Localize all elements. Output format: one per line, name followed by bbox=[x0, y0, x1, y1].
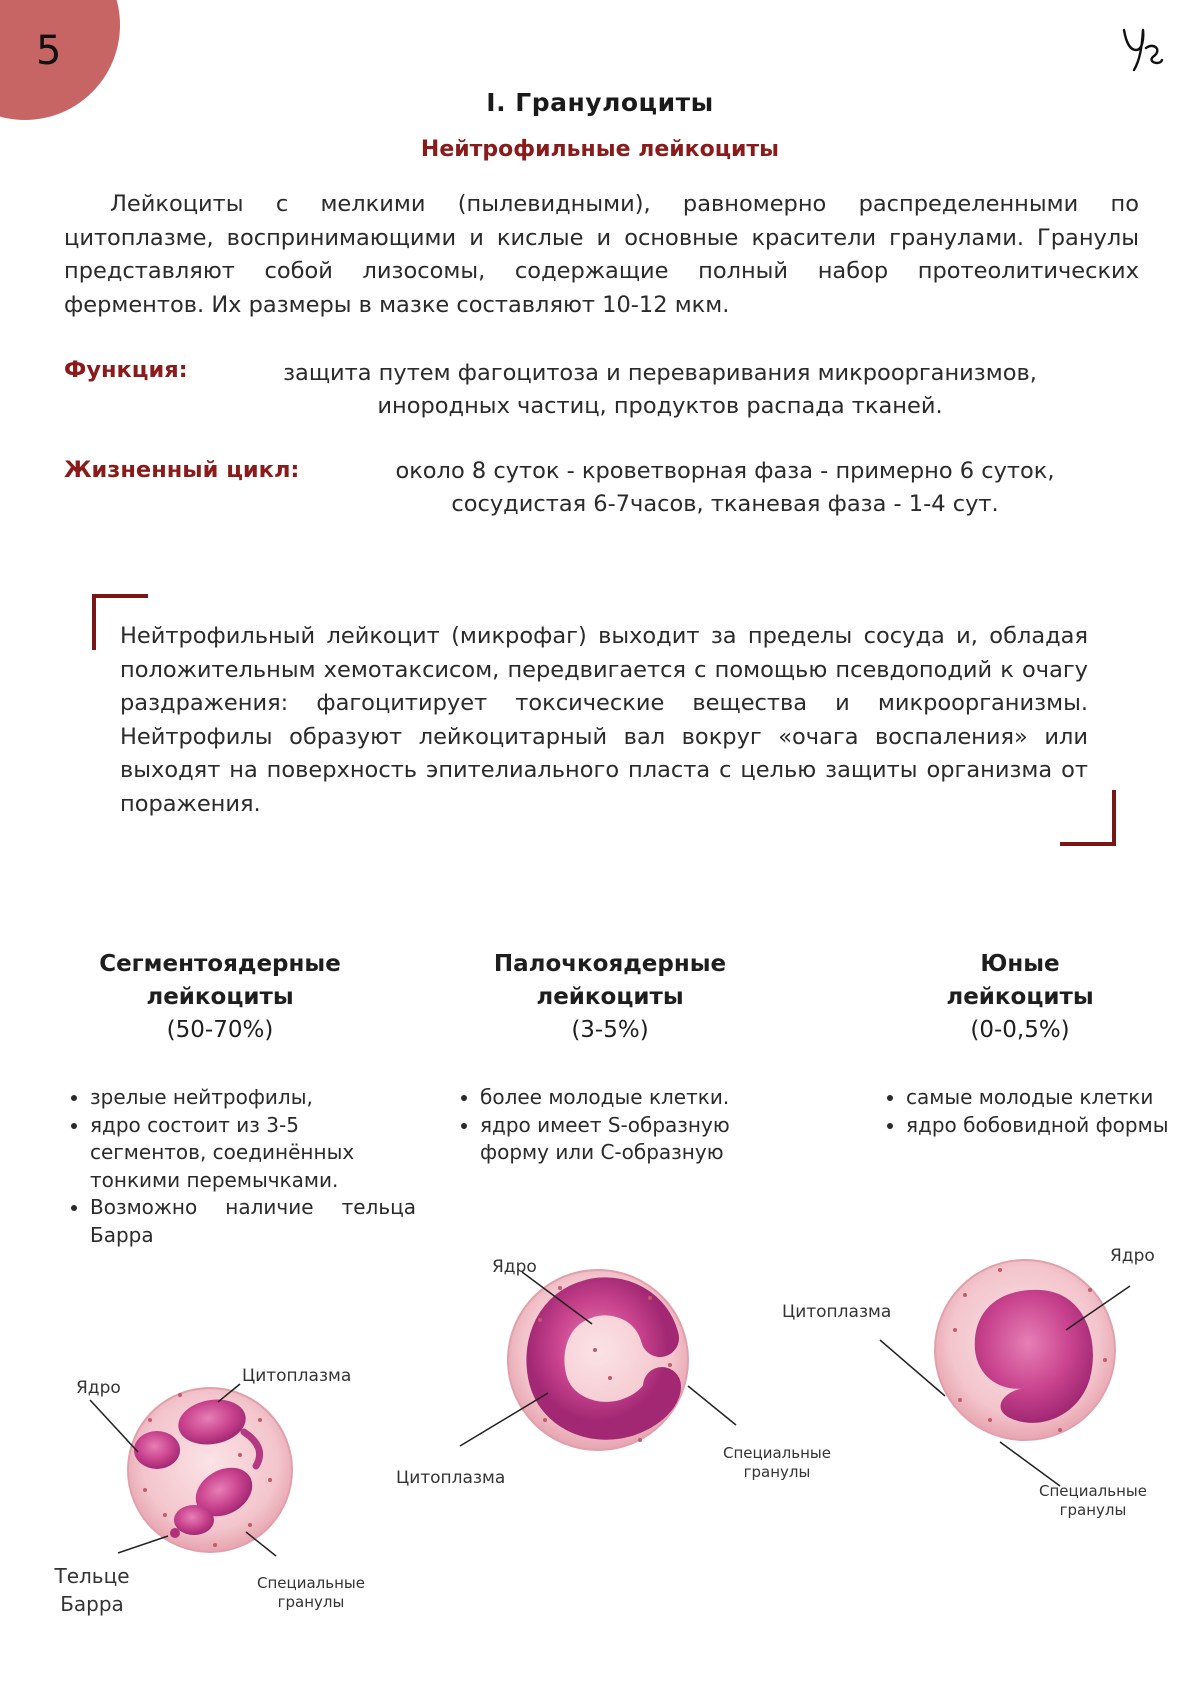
band-neutrophil-image bbox=[460, 1270, 736, 1450]
young-nucleus-label: Ядро bbox=[1110, 1246, 1155, 1266]
column-percentage: (3-5%) bbox=[571, 1017, 649, 1043]
seg-nucleus-label: Ядро bbox=[76, 1378, 121, 1398]
list-item: • ядро состоит из 3-5 сегментов, соединённых тонкими перемычками. bbox=[90, 1112, 416, 1195]
young-granules-label bbox=[1028, 1482, 1158, 1520]
band-granules-label bbox=[712, 1444, 842, 1482]
intro-paragraph: Лейкоциты с мелкими (пылевидными), равномерно распределенными по цитоплазме, воспринимающими и кислые и основные красители гранулами. Гранулы представляют собой лизосомы, содержащие полный набор протеолитических ферментов. Их размеры в мазке составляют 10-12 мкм. bbox=[64, 191, 1139, 318]
section-subtitle: Нейтрофильные лейкоциты bbox=[420, 137, 780, 162]
lifecycle-line-1: около 8 суток - кроветворная фаза - примерно 6 суток, bbox=[395, 458, 1055, 484]
seg-cytoplasm-label: Цитоплазма bbox=[242, 1366, 352, 1386]
column-title-line-2: лейкоциты bbox=[536, 984, 684, 1010]
granules-line-2: гранулы bbox=[1059, 1501, 1127, 1519]
young-neutrophil-image bbox=[880, 1260, 1130, 1486]
band-nucleus-label: Ядро bbox=[492, 1257, 537, 1277]
page-title: I. Гранулоциты bbox=[486, 88, 714, 117]
list-item: • ядро бобовидной формы bbox=[906, 1112, 1200, 1140]
granules-line-1: Специальные bbox=[257, 1574, 365, 1592]
granules-line-1: Специальные bbox=[1039, 1482, 1147, 1500]
seg-granules-label bbox=[246, 1574, 376, 1612]
column-title-line-1: Палочкоядерные bbox=[493, 951, 727, 977]
function-label: Функция: bbox=[64, 357, 188, 383]
band-cytoplasm-label: Цитоплазма bbox=[396, 1468, 506, 1488]
function-line-1: защита путем фагоцитоза и переваривания микроорганизмов, bbox=[283, 360, 1037, 386]
granules-line-2: гранулы bbox=[277, 1593, 345, 1611]
column-title-line-1: Юные bbox=[980, 951, 1060, 977]
list-item: • зрелые нейтрофилы, bbox=[90, 1084, 416, 1112]
young-cytoplasm-label: Цитоплазма bbox=[782, 1302, 892, 1322]
lifecycle-line-2: сосудистая 6-7часов, тканевая фаза - 1-4 сут. bbox=[451, 491, 999, 517]
lifecycle-label: Жизненный цикл: bbox=[64, 457, 300, 483]
column-percentage: (0-0,5%) bbox=[970, 1017, 1070, 1043]
granules-line-2: гранулы bbox=[743, 1463, 811, 1481]
granules-line-1: Специальные bbox=[723, 1444, 831, 1462]
page-number: 5 bbox=[36, 28, 62, 74]
seg-barr-label bbox=[54, 1562, 130, 1618]
column-title-line-1: Сегментоядерные bbox=[99, 951, 341, 977]
function-line-2: инородных частиц, продуктов распада тканей. bbox=[377, 393, 943, 419]
list-item: • самые молодые клетки bbox=[906, 1084, 1200, 1112]
quote-paragraph: Нейтрофильный лейкоцит (микрофаг) выходит за пределы сосуда и, обладая положительным хемотаксисом, передвигается с помощью псевдоподий к очагу раздражения: фагоцитирует токсические вещества и микроорганизмы. Нейтрофилы образуют лейкоцитарный вал вокруг «очага воспаления» или выходят на поверхность эпителиального пласта с целью защиты организма от поражения. bbox=[120, 623, 1088, 817]
column-percentage: (50-70%) bbox=[166, 1017, 274, 1043]
column-title-line-2: лейкоциты bbox=[946, 984, 1094, 1010]
list-item: • Возможно наличие тельца Барра bbox=[90, 1194, 416, 1249]
barr-line-1: Тельце bbox=[54, 1564, 130, 1588]
column-title-line-2: лейкоциты bbox=[146, 984, 294, 1010]
list-item: • более молодые клетки. bbox=[480, 1084, 800, 1112]
segmented-neutrophil-image bbox=[90, 1384, 292, 1556]
barr-line-2: Барра bbox=[60, 1592, 124, 1616]
list-item: • ядро имеет S-образную форму или С-образную bbox=[480, 1112, 800, 1167]
